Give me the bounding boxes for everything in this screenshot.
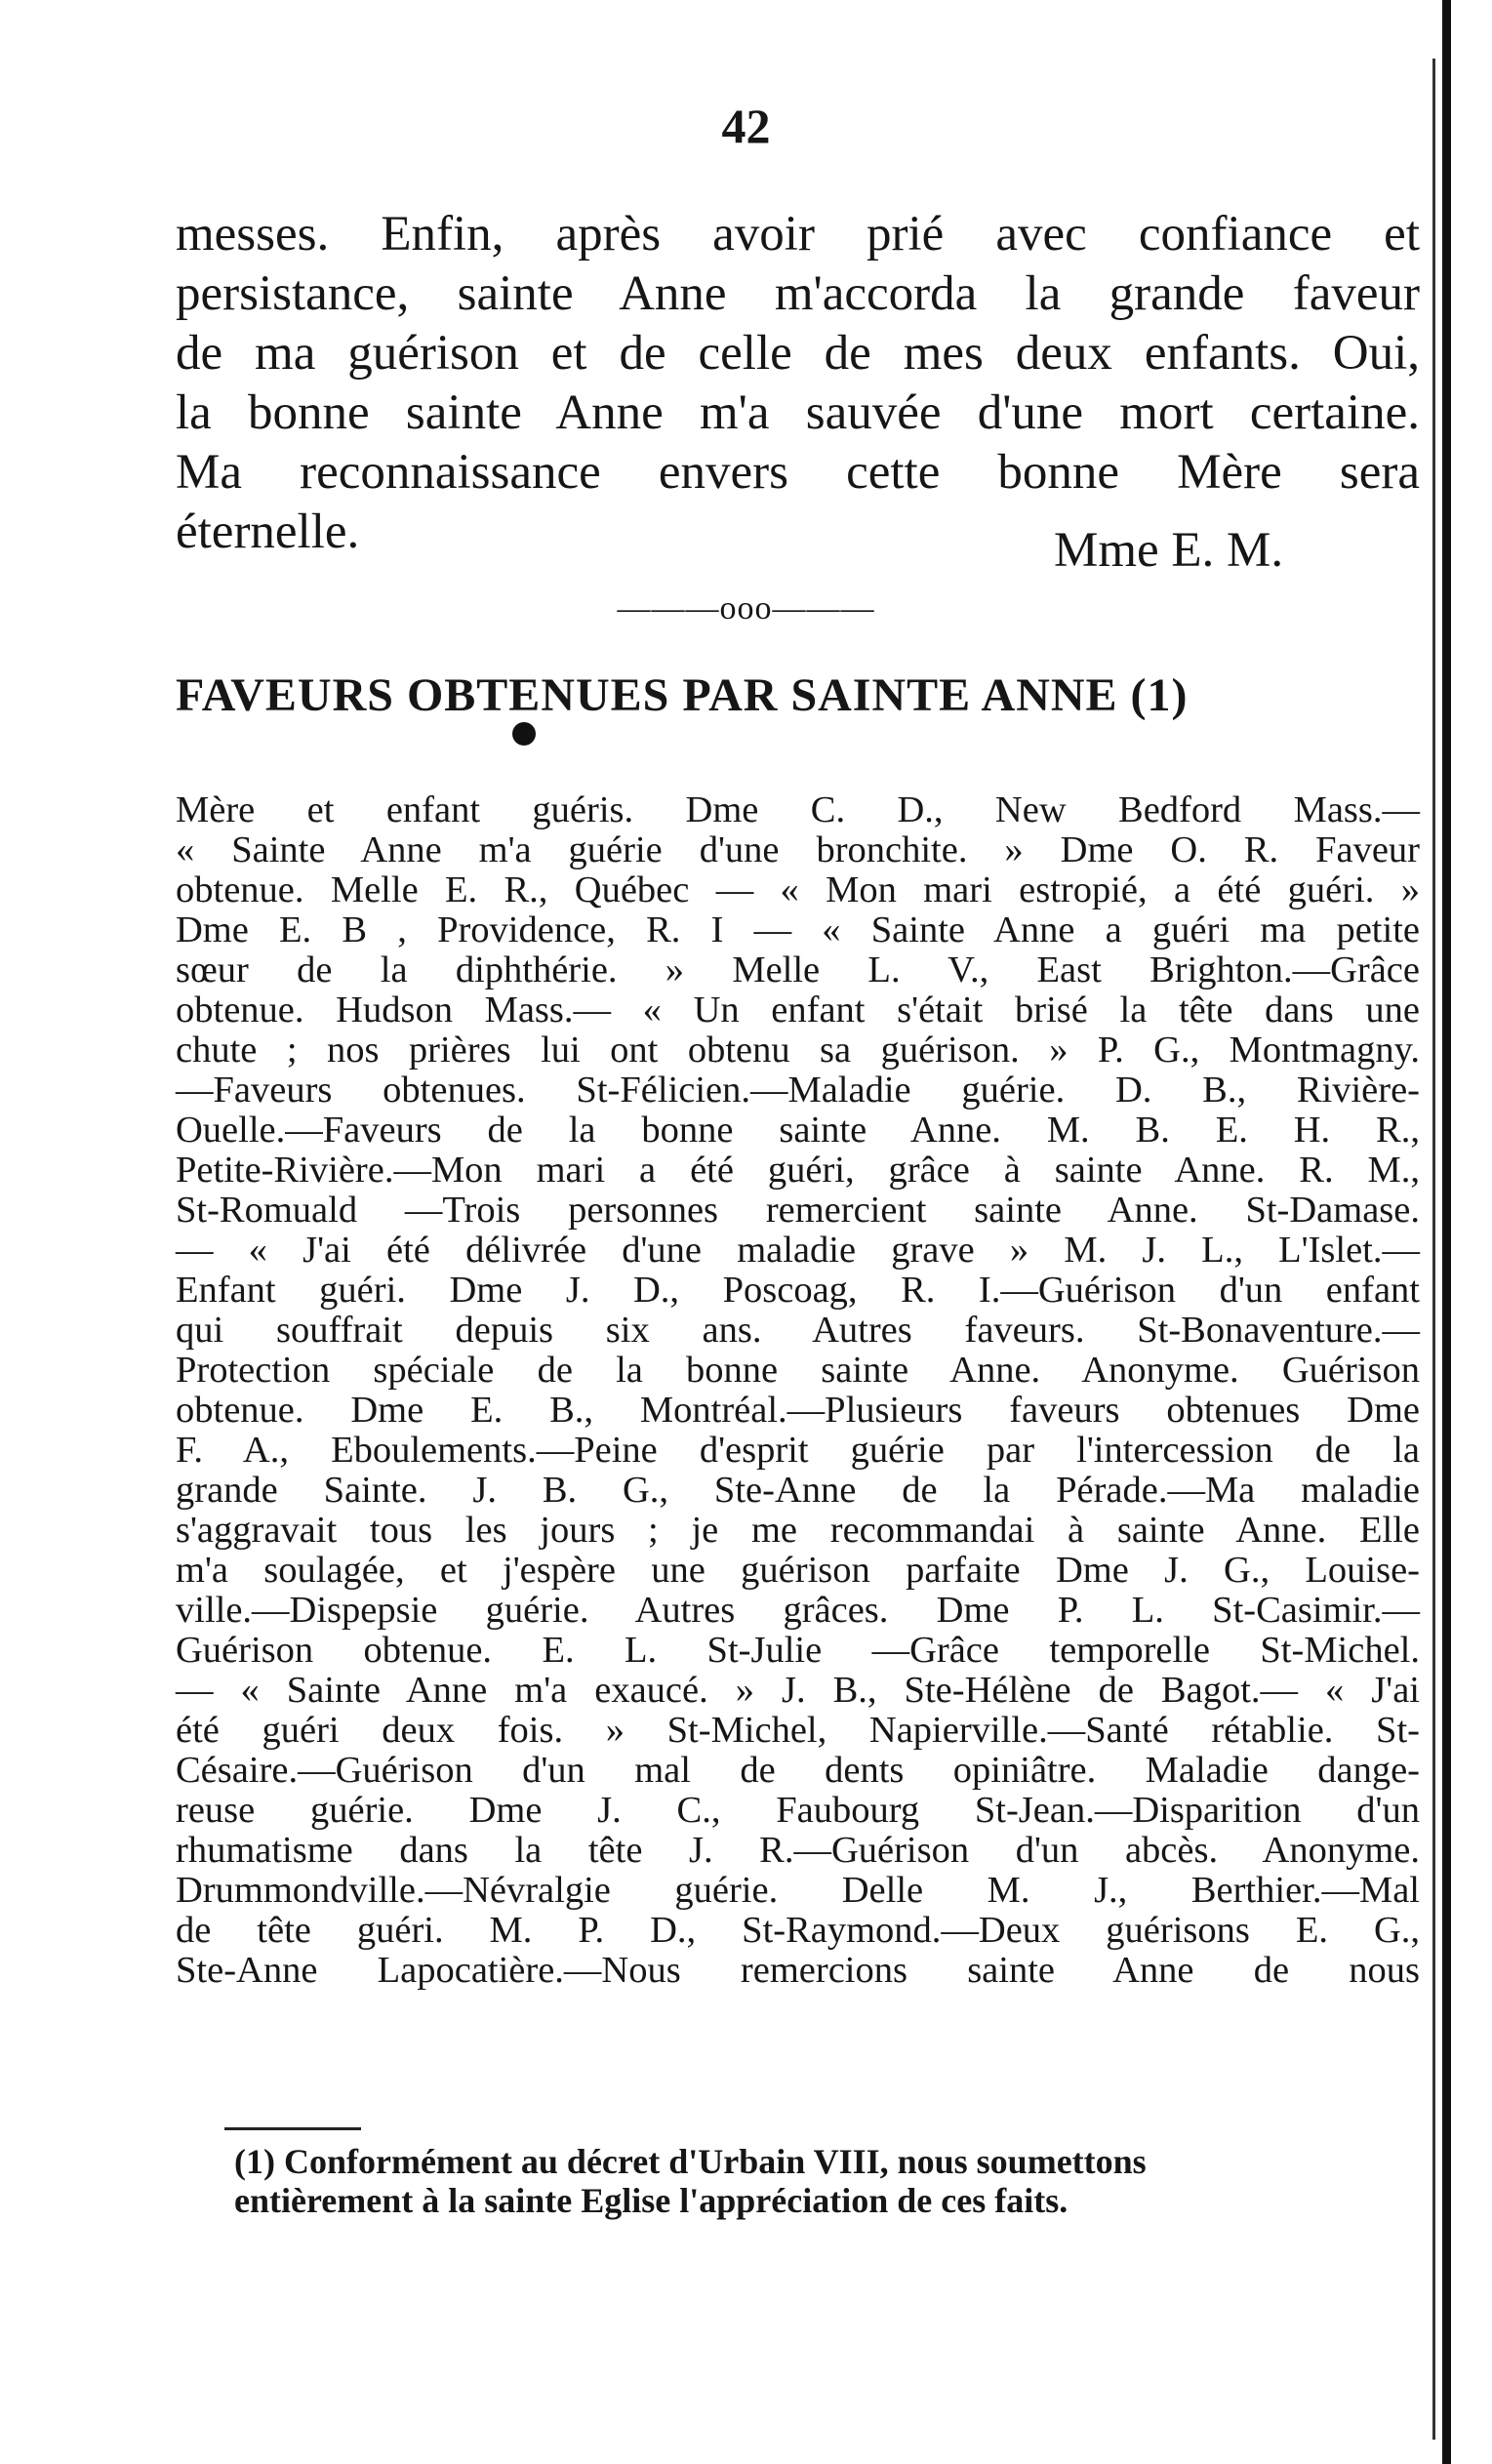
favor-line: m'a soulagée, et j'espère une guérison parfaite Dme J. G., Louise-	[176, 1550, 1420, 1591]
favor-line: Drummondville.—Névralgie guérie. Delle M. J., Berthier.—Mal	[176, 1870, 1420, 1911]
favor-line: Guérison obtenue. E. L. St-Julie —Grâce temporelle St-Michel.	[176, 1630, 1420, 1671]
letter-line: la bonne sainte Anne m'a sauvée d'une mort certaine.	[176, 385, 1420, 440]
favor-line: qui souffrait depuis six ans. Autres faveurs. St-Bonaventure.—	[176, 1310, 1420, 1351]
favor-line: Ouelle.—Faveurs de la bonne sainte Anne. M. B. E. H. R.,	[176, 1110, 1420, 1151]
section-heading: FAVEURS OBTENUES PAR SAINTE ANNE (1)	[176, 669, 1189, 721]
footnote-rule	[224, 2127, 361, 2130]
favor-line: Ste-Anne Lapocatière.—Nous remercions sainte Anne de nous	[176, 1950, 1420, 1991]
favor-line: Protection spéciale de la bonne sainte Anne. Anonyme. Guérison	[176, 1350, 1420, 1391]
page-edge-line	[1432, 59, 1435, 2440]
letter-line: Ma reconnaissance envers cette bonne Mère sera	[176, 445, 1420, 500]
favor-line: rhumatisme dans la tête J. R.—Guérison d'un abcès. Anonyme.	[176, 1830, 1420, 1871]
letter-text	[176, 205, 1420, 562]
favor-line: F. A., Eboulements.—Peine d'esprit guérie par l'intercession de la	[176, 1430, 1420, 1471]
letter-line: éternelle.	[176, 505, 360, 559]
favor-line: reuse guérie. Dme J. C., Faubourg St-Jean.—Disparition d'un	[176, 1790, 1420, 1831]
favor-line: Enfant guéri. Dme J. D., Poscoag, R. I.—Guérison d'un enfant	[176, 1270, 1420, 1311]
favor-line: ville.—Dispepsie guérie. Autres grâces. Dme P. L. St-Casimir.—	[176, 1590, 1420, 1631]
section-separator: ———ooo———	[617, 590, 875, 626]
favors-list	[176, 790, 1420, 1991]
favor-line: Mère et enfant guéris. Dme C. D., New Bedford Mass.—	[176, 789, 1420, 830]
favor-line: sœur de la diphthérie. » Melle L. V., East Brighton.—Grâce	[176, 949, 1420, 990]
page-number: 42	[721, 99, 771, 153]
favor-line: Dme E. B , Providence, R. I — « Sainte Anne a guéri ma petite	[176, 909, 1420, 950]
favor-line: Césaire.—Guérison d'un mal de dents opiniâtre. Maladie dange-	[176, 1750, 1420, 1791]
signature: Mme E. M.	[1054, 523, 1284, 578]
letter-line: persistance, sainte Anne m'accorda la grande faveur	[176, 266, 1420, 321]
ink-blot	[512, 722, 536, 746]
footnote-line: entièrement à la sainte Eglise l'appréciation de ces faits.	[234, 2181, 1069, 2220]
favor-line: obtenue. Melle E. R., Québec — « Mon mari estropié, a été guéri. »	[176, 869, 1420, 910]
footnote	[234, 2142, 1420, 2220]
favor-line: grande Sainte. J. B. G., Ste-Anne de la Pérade.—Ma maladie	[176, 1470, 1420, 1511]
favor-line: « Sainte Anne m'a guérie d'une bronchite. » Dme O. R. Faveur	[176, 829, 1420, 870]
letter-line: messes. Enfin, après avoir prié avec confiance et	[176, 207, 1420, 262]
footnote-line: (1) Conformément au décret d'Urbain VIII, nous soumettons	[234, 2142, 1147, 2181]
favor-line: — « J'ai été délivrée d'une maladie grave » M. J. L., L'Islet.—	[176, 1230, 1420, 1271]
favor-line: chute ; nos prières lui ont obtenu sa guérison. » P. G., Montmagny.	[176, 1030, 1420, 1070]
favor-line: St-Romuald —Trois personnes remercient sainte Anne. St-Damase.	[176, 1190, 1420, 1231]
favor-line: —Faveurs obtenues. St-Félicien.—Maladie guérie. D. B., Rivière-	[176, 1070, 1420, 1111]
favor-line: été guéri deux fois. » St-Michel, Napierville.—Santé rétablie. St-	[176, 1710, 1420, 1751]
favor-line: obtenue. Dme E. B., Montréal.—Plusieurs faveurs obtenues Dme	[176, 1390, 1420, 1431]
favor-line: Petite-Rivière.—Mon mari a été guéri, grâce à sainte Anne. R. M.,	[176, 1150, 1420, 1191]
favor-line: obtenue. Hudson Mass.— « Un enfant s'était brisé la tête dans une	[176, 990, 1420, 1030]
favor-line: de tête guéri. M. P. D., St-Raymond.—Deux guérisons E. G.,	[176, 1910, 1420, 1951]
favor-line: s'aggravait tous les jours ; je me recommandai à sainte Anne. Elle	[176, 1510, 1420, 1551]
favor-line: — « Sainte Anne m'a exaucé. » J. B., Ste-Hélène de Bagot.— « J'ai	[176, 1670, 1420, 1711]
letter-line: de ma guérison et de celle de mes deux enfants. Oui,	[176, 326, 1420, 381]
page-edge-shadow	[1442, 0, 1451, 2464]
